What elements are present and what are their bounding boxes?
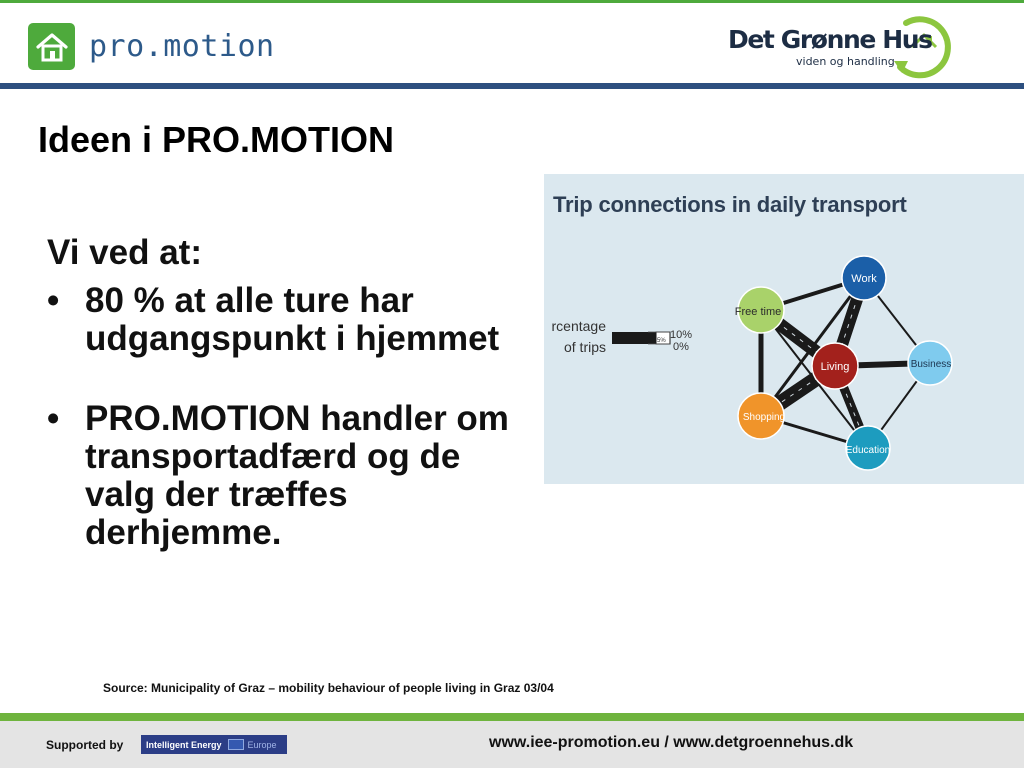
logo-text: pro.motion <box>89 29 275 64</box>
partner-name: Det Grønne Hus <box>728 25 932 54</box>
house-icon <box>28 23 75 70</box>
trip-connections-figure <box>544 174 1024 484</box>
node-living-label: Living <box>820 361 850 373</box>
supported-by-label: Supported by <box>46 738 124 752</box>
node-business-label: Business <box>910 359 952 370</box>
legend-label-line2: of trips <box>563 339 606 355</box>
node-education-label: Education <box>845 445 891 456</box>
node-free-time-label: Free time <box>734 306 782 318</box>
slide-title: Ideen i PRO.MOTION <box>38 119 395 160</box>
intro-text: Vi ved at: <box>47 233 202 272</box>
iee-main-text: Intelligent Energy <box>146 739 222 750</box>
legend-bar <box>612 332 656 344</box>
bullet-item: • PRO.MOTION handler om transportadfærd og de valg der træffes derhjemme. <box>47 400 517 552</box>
source-citation: Source: Municipality of Graz – mobility behaviour of people living in Graz 03/04 <box>103 681 554 695</box>
node-shopping-label: Shopping <box>742 412 786 423</box>
figure-title: Trip connections in daily transport <box>553 192 907 217</box>
eu-flag-icon <box>228 739 244 750</box>
legend-label-line1: rcentage <box>551 318 606 334</box>
legend-value-10: 10% <box>670 329 693 341</box>
slide-header <box>0 3 1024 83</box>
partner-tagline: viden og handling <box>796 55 895 68</box>
node-work-label: Work <box>851 273 877 285</box>
intelligent-energy-europe-logo <box>141 735 287 754</box>
footer-accent-bar <box>0 713 1024 721</box>
trip-network-diagram <box>544 174 1024 484</box>
promotion-logo <box>28 23 275 70</box>
slide-footer <box>0 721 1024 768</box>
legend-value-5: 5% <box>657 338 666 344</box>
header-divider <box>0 83 1024 89</box>
legend-value-0: 0% <box>673 341 689 353</box>
bullet-list <box>47 282 517 594</box>
det-groenne-hus-logo <box>726 11 958 81</box>
bullet-item: • 80 % at alle ture har udgangspunkt i hjemmet <box>47 282 517 358</box>
website-urls: www.iee-promotion.eu / www.detgroennehus.dk <box>489 734 854 751</box>
iee-sub-text: Europe <box>247 739 277 750</box>
